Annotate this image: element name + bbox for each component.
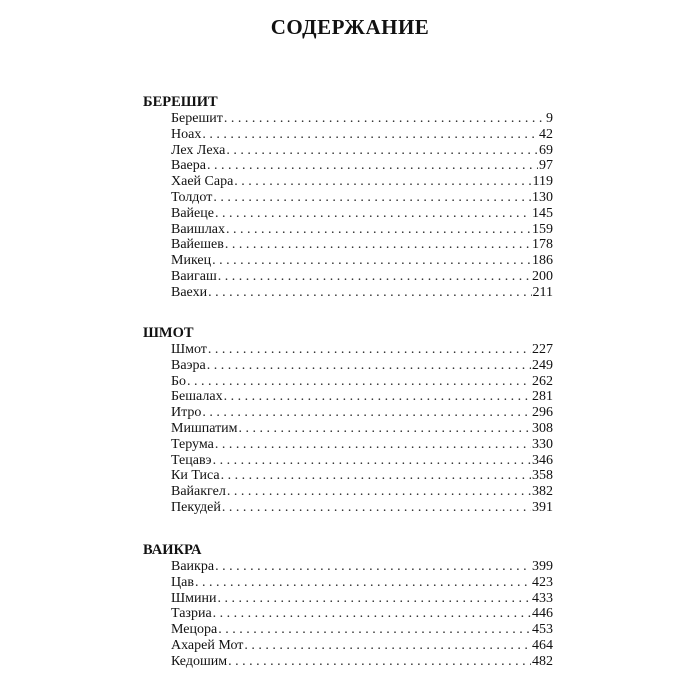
- toc-entry: [171, 500, 553, 516]
- entry-title: Вайеце: [171, 205, 214, 221]
- dot-leader: [221, 468, 531, 484]
- dot-leader: [208, 342, 531, 358]
- entry-page-number: 330: [532, 436, 553, 452]
- dot-leader: [226, 143, 538, 159]
- dot-leader: [234, 174, 531, 190]
- dot-leader: [208, 285, 531, 301]
- entry-page-number: 227: [532, 342, 553, 357]
- dot-leader: [226, 222, 531, 238]
- toc-entry: [171, 484, 553, 500]
- dot-leader: [213, 453, 531, 469]
- entry-title: Бешалах: [171, 389, 223, 405]
- entry-title: Ваикра: [171, 559, 215, 574]
- toc-section-bereshit: [143, 94, 553, 301]
- toc-entry: [171, 606, 553, 622]
- toc-entry: [171, 654, 553, 670]
- entry-page-number: 399: [532, 559, 553, 574]
- entry-title: Кедошим: [171, 653, 228, 669]
- toc-entry: [171, 269, 553, 285]
- entry-page-number: 186: [532, 253, 553, 269]
- dot-leader: [244, 638, 531, 654]
- entry-page-number: 130: [532, 189, 553, 205]
- dot-leader: [228, 654, 531, 670]
- toc-entry: [171, 342, 553, 358]
- toc-entry: [171, 174, 553, 190]
- entry-page-number: 249: [532, 357, 553, 373]
- entry-page-number: 119: [532, 174, 553, 190]
- toc-entry: [171, 253, 553, 269]
- entry-title: Бо: [171, 373, 187, 389]
- dot-leader: [222, 500, 531, 516]
- toc-entry: [171, 468, 553, 484]
- toc-section-shmot: [143, 325, 553, 516]
- toc-entry: [171, 638, 553, 654]
- entry-page-number: 423: [532, 574, 553, 590]
- dot-leader: [224, 111, 545, 127]
- toc-entry: [171, 405, 553, 421]
- entry-title: Толдот: [171, 189, 213, 205]
- entry-page-number: 262: [532, 373, 553, 389]
- entry-title: Ки Тиса: [171, 468, 220, 484]
- toc-entry: [171, 158, 553, 174]
- section-heading: ВАИКРА: [143, 542, 202, 558]
- entry-title: Итро: [171, 405, 202, 421]
- dot-leader: [225, 237, 531, 253]
- toc-section-vaikra: [143, 542, 553, 670]
- dot-leader: [215, 206, 531, 222]
- entry-page-number: 69: [539, 142, 553, 158]
- dot-leader: [207, 358, 531, 374]
- entry-title: Берешит: [171, 111, 223, 126]
- dot-leader: [213, 190, 531, 206]
- entry-title: Вайакгел: [171, 484, 226, 500]
- entry-title: Ваехи: [171, 284, 208, 300]
- entry-title: Мецора: [171, 622, 218, 638]
- toc-entry: [171, 421, 553, 437]
- entry-list: [171, 111, 553, 301]
- entry-title: Ваигаш: [171, 268, 217, 284]
- entry-page-number: 42: [539, 126, 553, 142]
- entry-page-number: 296: [532, 405, 553, 421]
- entry-title: Вайешев: [171, 237, 224, 253]
- dot-leader: [239, 421, 531, 437]
- entry-title: Лех Леха: [171, 142, 226, 158]
- dot-leader: [187, 374, 531, 390]
- toc-entry: [171, 389, 553, 405]
- dot-leader: [224, 389, 531, 405]
- entry-page-number: 464: [532, 637, 553, 653]
- toc-entry: [171, 237, 553, 253]
- toc-entry: [171, 453, 553, 469]
- entry-title: Пекудей: [171, 499, 221, 515]
- entry-page-number: 482: [532, 653, 553, 669]
- page-title: СОДЕРЖАНИЕ: [270, 15, 430, 39]
- entry-title: Шмот: [171, 342, 207, 357]
- entry-page-number: 433: [532, 590, 553, 606]
- entry-list: [171, 342, 553, 516]
- entry-title: Микец: [171, 253, 212, 269]
- entry-title: Тазриа: [171, 606, 212, 622]
- entry-list: [171, 559, 553, 670]
- entry-title: Тецавэ: [171, 452, 212, 468]
- entry-page-number: 9: [546, 111, 553, 126]
- toc-entry: [171, 285, 553, 301]
- toc-entry: [171, 559, 553, 575]
- dot-leader: [218, 269, 531, 285]
- entry-title: Хаей Сара: [171, 174, 234, 190]
- toc-entry: [171, 374, 553, 390]
- entry-page-number: 382: [532, 484, 553, 500]
- entry-page-number: 145: [532, 205, 553, 221]
- dot-leader: [207, 158, 538, 174]
- toc-entry: [171, 437, 553, 453]
- toc-entry: [171, 206, 553, 222]
- entry-page-number: 97: [539, 158, 553, 174]
- toc-entry: [171, 111, 553, 127]
- entry-title: Ваэра: [171, 357, 206, 373]
- toc-entry: [171, 622, 553, 638]
- entry-page-number: 200: [532, 268, 553, 284]
- dot-leader: [215, 437, 531, 453]
- entry-page-number: 178: [532, 237, 553, 253]
- dot-leader: [195, 575, 531, 591]
- entry-title: Мишпатим: [171, 420, 238, 436]
- entry-title: Шмини: [171, 590, 217, 606]
- entry-page-number: 346: [532, 452, 553, 468]
- toc-entry: [171, 143, 553, 159]
- entry-page-number: 159: [532, 221, 553, 237]
- entry-page-number: 308: [532, 420, 553, 436]
- dot-leader: [217, 591, 531, 607]
- entry-page-number: 446: [532, 606, 553, 622]
- entry-page-number: 281: [532, 389, 553, 405]
- section-heading: БЕРЕШИТ: [143, 94, 218, 110]
- dot-leader: [227, 484, 531, 500]
- entry-title: Терума: [171, 436, 214, 452]
- dot-leader: [212, 253, 531, 269]
- entry-title: Ноах: [171, 126, 202, 142]
- entry-page-number: 391: [532, 499, 553, 515]
- dot-leader: [218, 622, 531, 638]
- entry-title: Ахарей Мот: [171, 637, 244, 653]
- toc-entry: [171, 358, 553, 374]
- entry-title: Цав: [171, 574, 194, 590]
- toc-entry: [171, 190, 553, 206]
- toc-entry: [171, 591, 553, 607]
- dot-leader: [213, 606, 531, 622]
- dot-leader: [202, 405, 531, 421]
- entry-page-number: 211: [532, 284, 553, 300]
- dot-leader: [215, 559, 531, 575]
- entry-page-number: 453: [532, 622, 553, 638]
- entry-title: Ваишлах: [171, 221, 226, 237]
- toc-entry: [171, 127, 553, 143]
- toc-entry: [171, 575, 553, 591]
- entry-title: Ваера: [171, 158, 206, 174]
- section-heading: ШМОТ: [143, 325, 194, 341]
- entry-page-number: 358: [532, 468, 553, 484]
- toc-entry: [171, 222, 553, 238]
- dot-leader: [202, 127, 538, 143]
